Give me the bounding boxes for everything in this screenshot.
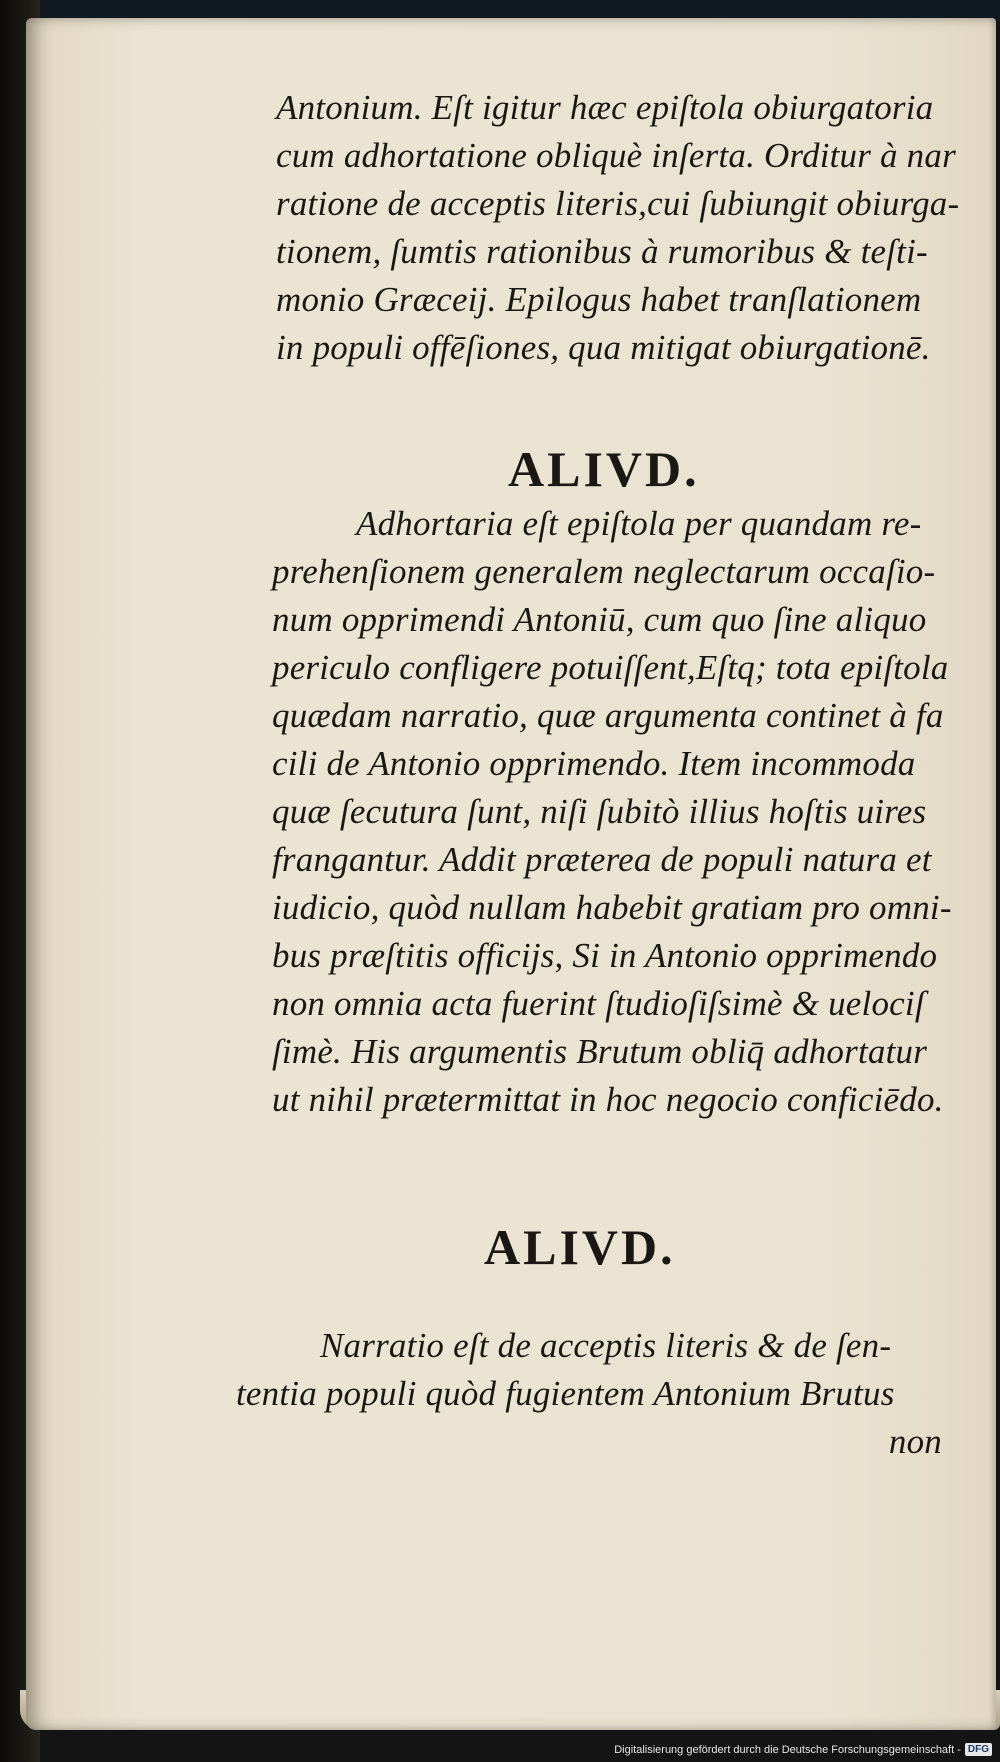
text-line: num opprimendi Antoniū, cum quo ſine aliquo xyxy=(272,600,927,639)
text-line: bus præſtitis officijs, Si in Antonio opprimendo xyxy=(272,936,938,975)
section-heading-aliud: ALIVD. xyxy=(508,441,700,497)
text-line: quæ ſecutura ſunt, niſi ſubitò illius hoſtis uires xyxy=(272,792,927,831)
text-line: Antonium. Eſt igitur hæc epiſtola obiurgatoria xyxy=(276,88,934,127)
text-line: tentia populi quòd fugientem Antonium Brutus xyxy=(236,1374,895,1413)
text-line: ut nihil prætermittat in hoc negocio conficiēdo. xyxy=(272,1080,944,1119)
text-line: ſimè. His argumentis Brutum obliq̄ adhortatur xyxy=(272,1032,928,1071)
text-line: cum adhortatione obliquè inſerta. Orditur à nar xyxy=(276,136,956,175)
digitization-credit xyxy=(614,1743,992,1756)
catchword: non xyxy=(888,1422,942,1461)
paragraph-antonium xyxy=(276,84,959,372)
text-line: in populi offēſiones, qua mitigat obiurgationē. xyxy=(276,328,931,367)
text-line: prehenſionem generalem neglectarum occaſio- xyxy=(272,552,936,591)
text-line: monio Græceij. Epilogus habet tranſlationem xyxy=(276,280,922,319)
text-line: Adhortaria eſt epiſtola per quandam re- xyxy=(356,504,922,543)
text-line: periculo confligere potuiſſent,Eſtq; tota epiſtola xyxy=(272,648,949,687)
section-heading-aliud: ALIVD. xyxy=(484,1219,676,1275)
text-line: ratione de acceptis literis,cui ſubiungit obiurga- xyxy=(276,184,960,223)
text-line: quædam narratio, quæ argumenta continet à fa xyxy=(272,696,944,735)
paragraph-narratio xyxy=(236,1322,942,1466)
text-line: iudicio, quòd nullam habebit gratiam pro omni- xyxy=(272,888,952,927)
text-line: tionem, ſumtis rationibus à rumoribus & teſti- xyxy=(276,232,928,271)
text-line: non omnia acta fuerint ſtudioſiſsimè & uelociſ xyxy=(272,984,925,1023)
paragraph-adhortaria xyxy=(272,500,952,1124)
text-line: cili de Antonio opprimendo. Item incommoda xyxy=(272,744,916,783)
text-line: frangantur. Addit præterea de populi natura et xyxy=(272,840,932,879)
dfg-logo: DFG xyxy=(965,1743,992,1756)
credit-text: Digitalisierung gefördert durch die Deutsche Forschungsgemeinschaft - xyxy=(614,1743,961,1756)
text-line: Narratio eſt de acceptis literis & de ſen- xyxy=(320,1326,892,1365)
